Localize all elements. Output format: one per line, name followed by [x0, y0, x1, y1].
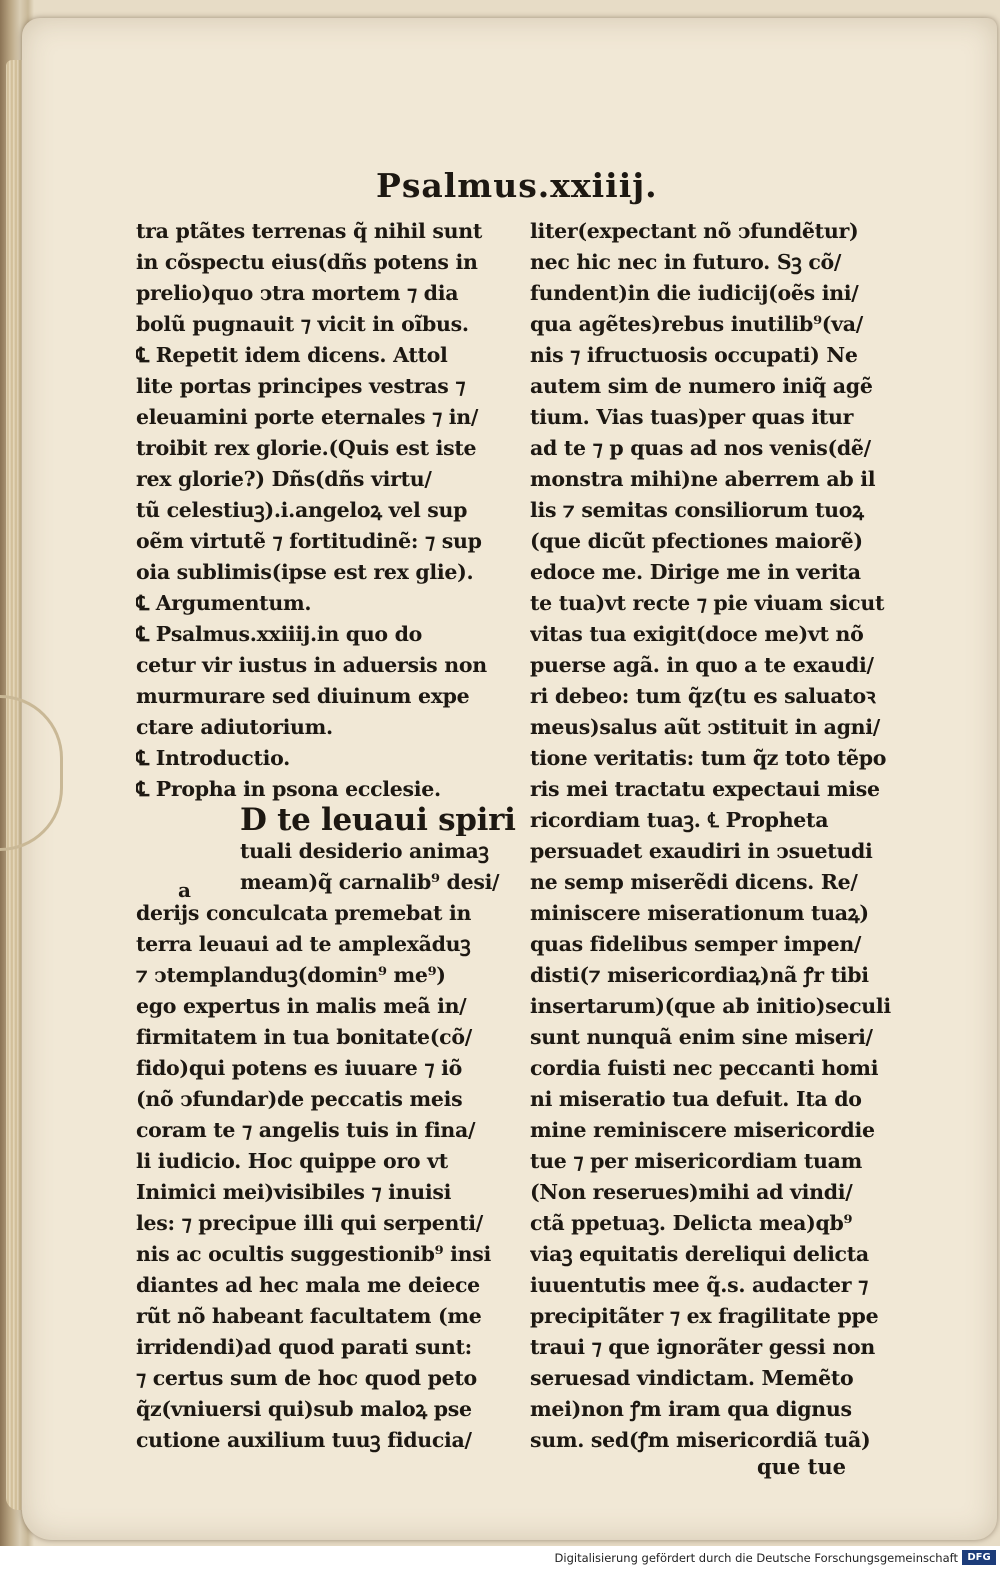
- text-line: puerse agã. in quo a te exaudi/: [530, 653, 874, 677]
- text-line: diantes ad hec mala me deiece: [136, 1273, 480, 1297]
- right-column: [530, 216, 912, 1456]
- text-line: Inimici mei)visibiles ⁊ inuisi: [136, 1180, 452, 1204]
- text-line: ni miseratio tua defuit. Ita do: [530, 1087, 862, 1111]
- text-line: oia sublimis(ipse est rex glie).: [136, 560, 474, 584]
- text-line: irridendi)ad quod parati sunt:: [136, 1335, 472, 1359]
- text-line: terra leuaui ad te amplexãduꝫ: [136, 932, 471, 956]
- text-line: ℄ Repetit idem dicens. Attol: [136, 343, 448, 367]
- text-line: tũ celestiuꝫ).i.angeloꝝ vel sup: [136, 498, 468, 522]
- text-line: ad te ⁊ p quas ad nos venis(dẽ/: [530, 436, 871, 460]
- text-line: murmurare sed diuinum expe: [136, 684, 470, 708]
- text-line: sum. sed(ꝭm misericordiã tuã): [530, 1428, 871, 1452]
- catchword: que tue: [757, 1454, 846, 1479]
- text-line: firmitatem in tua bonitate(cõ/: [136, 1025, 472, 1049]
- text-line: nis ⁊ ifructuosis occupati) Ne: [530, 343, 858, 367]
- text-line: ne semp miserẽdi dicens. Re/: [530, 870, 858, 894]
- text-line: mei)non ꝭm iram qua dignus: [530, 1397, 852, 1421]
- text-line: liter(expectant nõ ↄfundẽtur): [530, 219, 859, 243]
- text-line: ℄ Introductio.: [136, 746, 290, 770]
- text-line: lis ⁊ semitas consiliorum tuoꝝ: [530, 498, 864, 522]
- text-line: nis ac ocultis suggestionib⁹ insi: [136, 1242, 491, 1266]
- text-line: q̃z(vniuersi qui)sub maloꝝ pse: [136, 1397, 472, 1421]
- text-line: autem sim de numero iniq̃ agẽ: [530, 374, 873, 398]
- text-line: (Non reserues)mihi ad vindi/: [530, 1180, 853, 1204]
- running-header: Psalmus.xxiiij.: [376, 166, 658, 205]
- text-line: persuadet exaudiri in ↄsuetudi: [530, 839, 873, 863]
- text-line: ris mei tractatu expectaui mise: [530, 777, 880, 801]
- text-line: seruesad vindictam. Memẽto: [530, 1366, 854, 1390]
- text-line: meam)q̃ carnalib⁹ desi/: [240, 870, 500, 894]
- text-line: qua agẽtes)rebus inutilib⁹(va/: [530, 312, 863, 336]
- text-line: fido)qui potens es iuuare ⁊ iõ: [136, 1056, 462, 1080]
- text-line: ℄ Argumentum.: [136, 591, 312, 615]
- text-line: miniscere miserationum tuaꝝ): [530, 901, 869, 925]
- text-line: rex glorie?) Dñs(dñs virtu/: [136, 467, 432, 491]
- text-line: edoce me. Dirige me in verita: [530, 560, 861, 584]
- text-line: coram te ⁊ angelis tuis in fina/: [136, 1118, 476, 1142]
- text-line: meus)salus aũt ↄstituit in agni/: [530, 715, 880, 739]
- text-line: prelio)quo ↄtra mortem ⁊ dia: [136, 281, 459, 305]
- text-line: li iudicio. Hoc quippe oro vt: [136, 1149, 448, 1173]
- text-line: fundent)in die iudicij(oẽs ini/: [530, 281, 859, 305]
- text-line: sunt nunquã enim sine miseri/: [530, 1025, 873, 1049]
- text-line: tra ptãtes terrenas q̃ nihil sunt: [136, 219, 482, 243]
- text-line: tione veritatis: tum q̃z toto tẽpo: [530, 746, 887, 770]
- text-line: ℄ Propha in psona ecclesie.: [136, 777, 441, 801]
- text-line: les: ⁊ precipue illi qui serpenti/: [136, 1211, 483, 1235]
- text-line: tium. Vias tuas)per quas itur: [530, 405, 854, 429]
- text-line: ri debeo: tum q̃z(tu es saluatoꝛ: [530, 684, 876, 708]
- text-line: D te leuaui spiri: [240, 805, 516, 836]
- text-line: vitas tua exigit(doce me)vt nõ: [530, 622, 864, 646]
- text-line: viaꝫ equitatis dereliqui delicta: [530, 1242, 869, 1266]
- text-line: (nõ ↄfundar)de peccatis meis: [136, 1087, 463, 1111]
- text-line: lite portas principes vestras ⁊: [136, 374, 466, 398]
- text-line: ctã ppetuaꝫ. Delicta mea)qb⁹: [530, 1211, 853, 1235]
- dfg-logo: DFG: [962, 1550, 996, 1565]
- text-line: rũt nõ habeant facultatem (me: [136, 1304, 482, 1328]
- text-line: tuali desiderio animaꝫ: [240, 839, 489, 863]
- text-line: in cõspectu eius(dñs potens in: [136, 250, 478, 274]
- left-column: [136, 216, 521, 1456]
- text-line: precipitãter ⁊ ex fragilitate ppe: [530, 1304, 879, 1328]
- text-line: iuuentutis mee q̃.s. audacter ⁊: [530, 1273, 868, 1297]
- text-line: troibit rex glorie.(Quis est iste: [136, 436, 477, 460]
- text-line: ℄ Psalmus.xxiiij.in quo do: [136, 622, 423, 646]
- text-line: cordia fuisti nec peccanti homi: [530, 1056, 879, 1080]
- text-line: quas fidelibus semper impen/: [530, 932, 862, 956]
- text-line: cetur vir iustus in aduersis non: [136, 653, 487, 677]
- text-line: disti(⁊ misericordiaꝝ)nã ꝭr tibi: [530, 963, 869, 987]
- text-line: monstra mihi)ne aberrem ab il: [530, 467, 876, 491]
- text-line: (que dicũt pfectiones maiorẽ): [530, 529, 863, 553]
- text-line: cutione auxilium tuuꝫ fiducia/: [136, 1428, 472, 1452]
- text-line: oẽm virtutẽ ⁊ fortitudinẽ: ⁊ sup: [136, 529, 482, 553]
- digitization-credit: Digitalisierung gefördert durch die Deutsche Forschungsgemeinschaft: [554, 1551, 958, 1565]
- text-line: eleuamini porte eternales ⁊ in/: [136, 405, 479, 429]
- text-line: ⁊ certus sum de hoc quod peto: [136, 1366, 477, 1390]
- text-line: traui ⁊ que ignorãter gessi non: [530, 1335, 875, 1359]
- text-line: nec hic nec in futuro. Sꝫ cõ/: [530, 250, 842, 274]
- text-line: ego expertus in malis meã in/: [136, 994, 467, 1018]
- text-line: tue ⁊ per misericordiam tuam: [530, 1149, 862, 1173]
- text-line: bolũ pugnauit ⁊ vicit in oĩbus.: [136, 312, 469, 336]
- guide-letter: a: [178, 878, 191, 902]
- text-line: ⁊ ↄtemplanduꝫ(domin⁹ me⁹): [136, 963, 446, 987]
- text-line: te tua)vt recte ⁊ pie viuam sicut: [530, 591, 885, 615]
- text-line: ricordiam tuaꝫ. ℄ Propheta: [530, 808, 829, 832]
- text-line: mine reminiscere misericordie: [530, 1118, 875, 1142]
- text-line: ctare adiutorium.: [136, 715, 333, 739]
- text-line: derijs conculcata premebat in: [136, 901, 472, 925]
- text-line: insertarum)(que ab initio)seculi: [530, 994, 891, 1018]
